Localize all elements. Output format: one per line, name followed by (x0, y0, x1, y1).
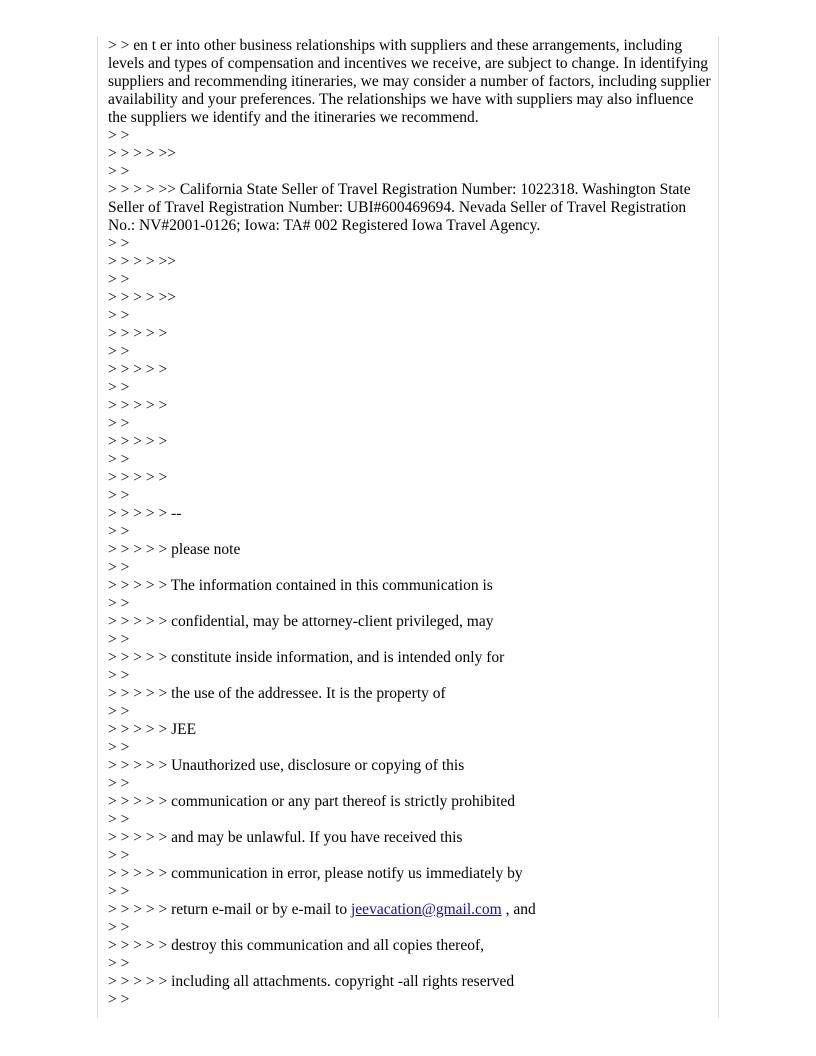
quote-marker: > > (108, 523, 130, 540)
quote-marker: > > > > > (108, 325, 168, 342)
quote-marker: > > (108, 163, 130, 180)
quote-marker: > > (108, 703, 130, 720)
quote-marker: > > > > >> (108, 289, 176, 306)
quote-marker: > > (108, 955, 130, 972)
quote-marker: > > (108, 487, 130, 504)
quote-marker: > > (108, 307, 130, 324)
quote-marker: > > (108, 811, 130, 828)
quote-marker: > > (108, 919, 130, 936)
quote-marker: > > (108, 775, 130, 792)
quote-marker: > > > > > (108, 433, 168, 450)
quote-marker: > > (108, 883, 130, 900)
closing-line: > > > > > including all attachments. copyright -all rights reserved (108, 973, 515, 990)
disclaimer-line: > > > > > constitute inside information, and is intended only for (108, 649, 505, 666)
quote-marker: > > (108, 235, 130, 252)
disclaimer-line: > > > > > communication in error, please notify us immediately by (108, 865, 523, 882)
quote-marker: > > (108, 847, 130, 864)
quote-marker: > > (108, 559, 130, 576)
contact-email-link[interactable]: jeevacation@gmail.com (351, 901, 502, 918)
closing-line: > > > > > destroy this communication and all copies thereof, (108, 937, 485, 954)
quote-marker: > > (108, 379, 130, 396)
return-line-prefix: > > > > > return e-mail or by e-mail to (108, 901, 351, 918)
quote-marker: > > > > >> (108, 145, 176, 162)
intro-paragraph: > > en t er into other business relationships with suppliers and these arrangements, including levels and types of compensation and incentives we receive, are subject to change. In identifying suppliers and recommending itineraries, we may consider a number of factors, including supplier availability and your preferences. The relationships we have with suppliers may also influence the suppliers we identify and the itineraries we recommend. (108, 37, 711, 126)
disclaimer-line: > > > > > Unauthorized use, disclosure or copying of this (108, 757, 465, 774)
quote-marker: > > (108, 271, 130, 288)
disclaimer-line: > > > > > The information contained in this communication is (108, 577, 493, 594)
quote-marker: > > > > >> (108, 253, 176, 270)
signature-separator: > > > > > -- (108, 505, 182, 522)
quote-marker: > > > > > (108, 397, 168, 414)
disclaimer-line: > > > > > confidential, may be attorney-client privileged, may (108, 613, 494, 630)
quote-marker: > > (108, 451, 130, 468)
registration-paragraph: > > > > >> California State Seller of Travel Registration Number: 1022318. Washington State Seller of Travel Registration Number: UBI#600469694. Nevada Seller of Travel Registration No.: NV#2001-0126; Iowa: TA# 002 Registered Iowa Travel Agency. (108, 181, 691, 234)
disclaimer-line: > > > > > JEE (108, 721, 197, 738)
quote-marker: > > (108, 739, 130, 756)
return-email-line (108, 901, 712, 919)
disclaimer-line: > > > > > communication or any part thereof is strictly prohibited (108, 793, 516, 810)
quote-marker: > > (108, 343, 130, 360)
disclaimer-line: > > > > > and may be unlawful. If you have received this (108, 829, 463, 846)
quote-marker: > > (108, 127, 130, 144)
email-page (97, 36, 719, 1018)
quote-marker: > > (108, 595, 130, 612)
disclaimer-line: > > > > > please note (108, 541, 241, 558)
quote-marker: > > > > > (108, 361, 168, 378)
return-line-suffix: , and (501, 901, 536, 918)
quote-marker: > > (108, 991, 130, 1008)
quote-marker: > > (108, 415, 130, 432)
quote-marker: > > (108, 667, 130, 684)
quote-marker: > > > > > (108, 469, 168, 486)
disclaimer-line: > > > > > the use of the addressee. It is the property of (108, 685, 446, 702)
email-body (108, 37, 712, 1009)
quote-marker: > > (108, 631, 130, 648)
